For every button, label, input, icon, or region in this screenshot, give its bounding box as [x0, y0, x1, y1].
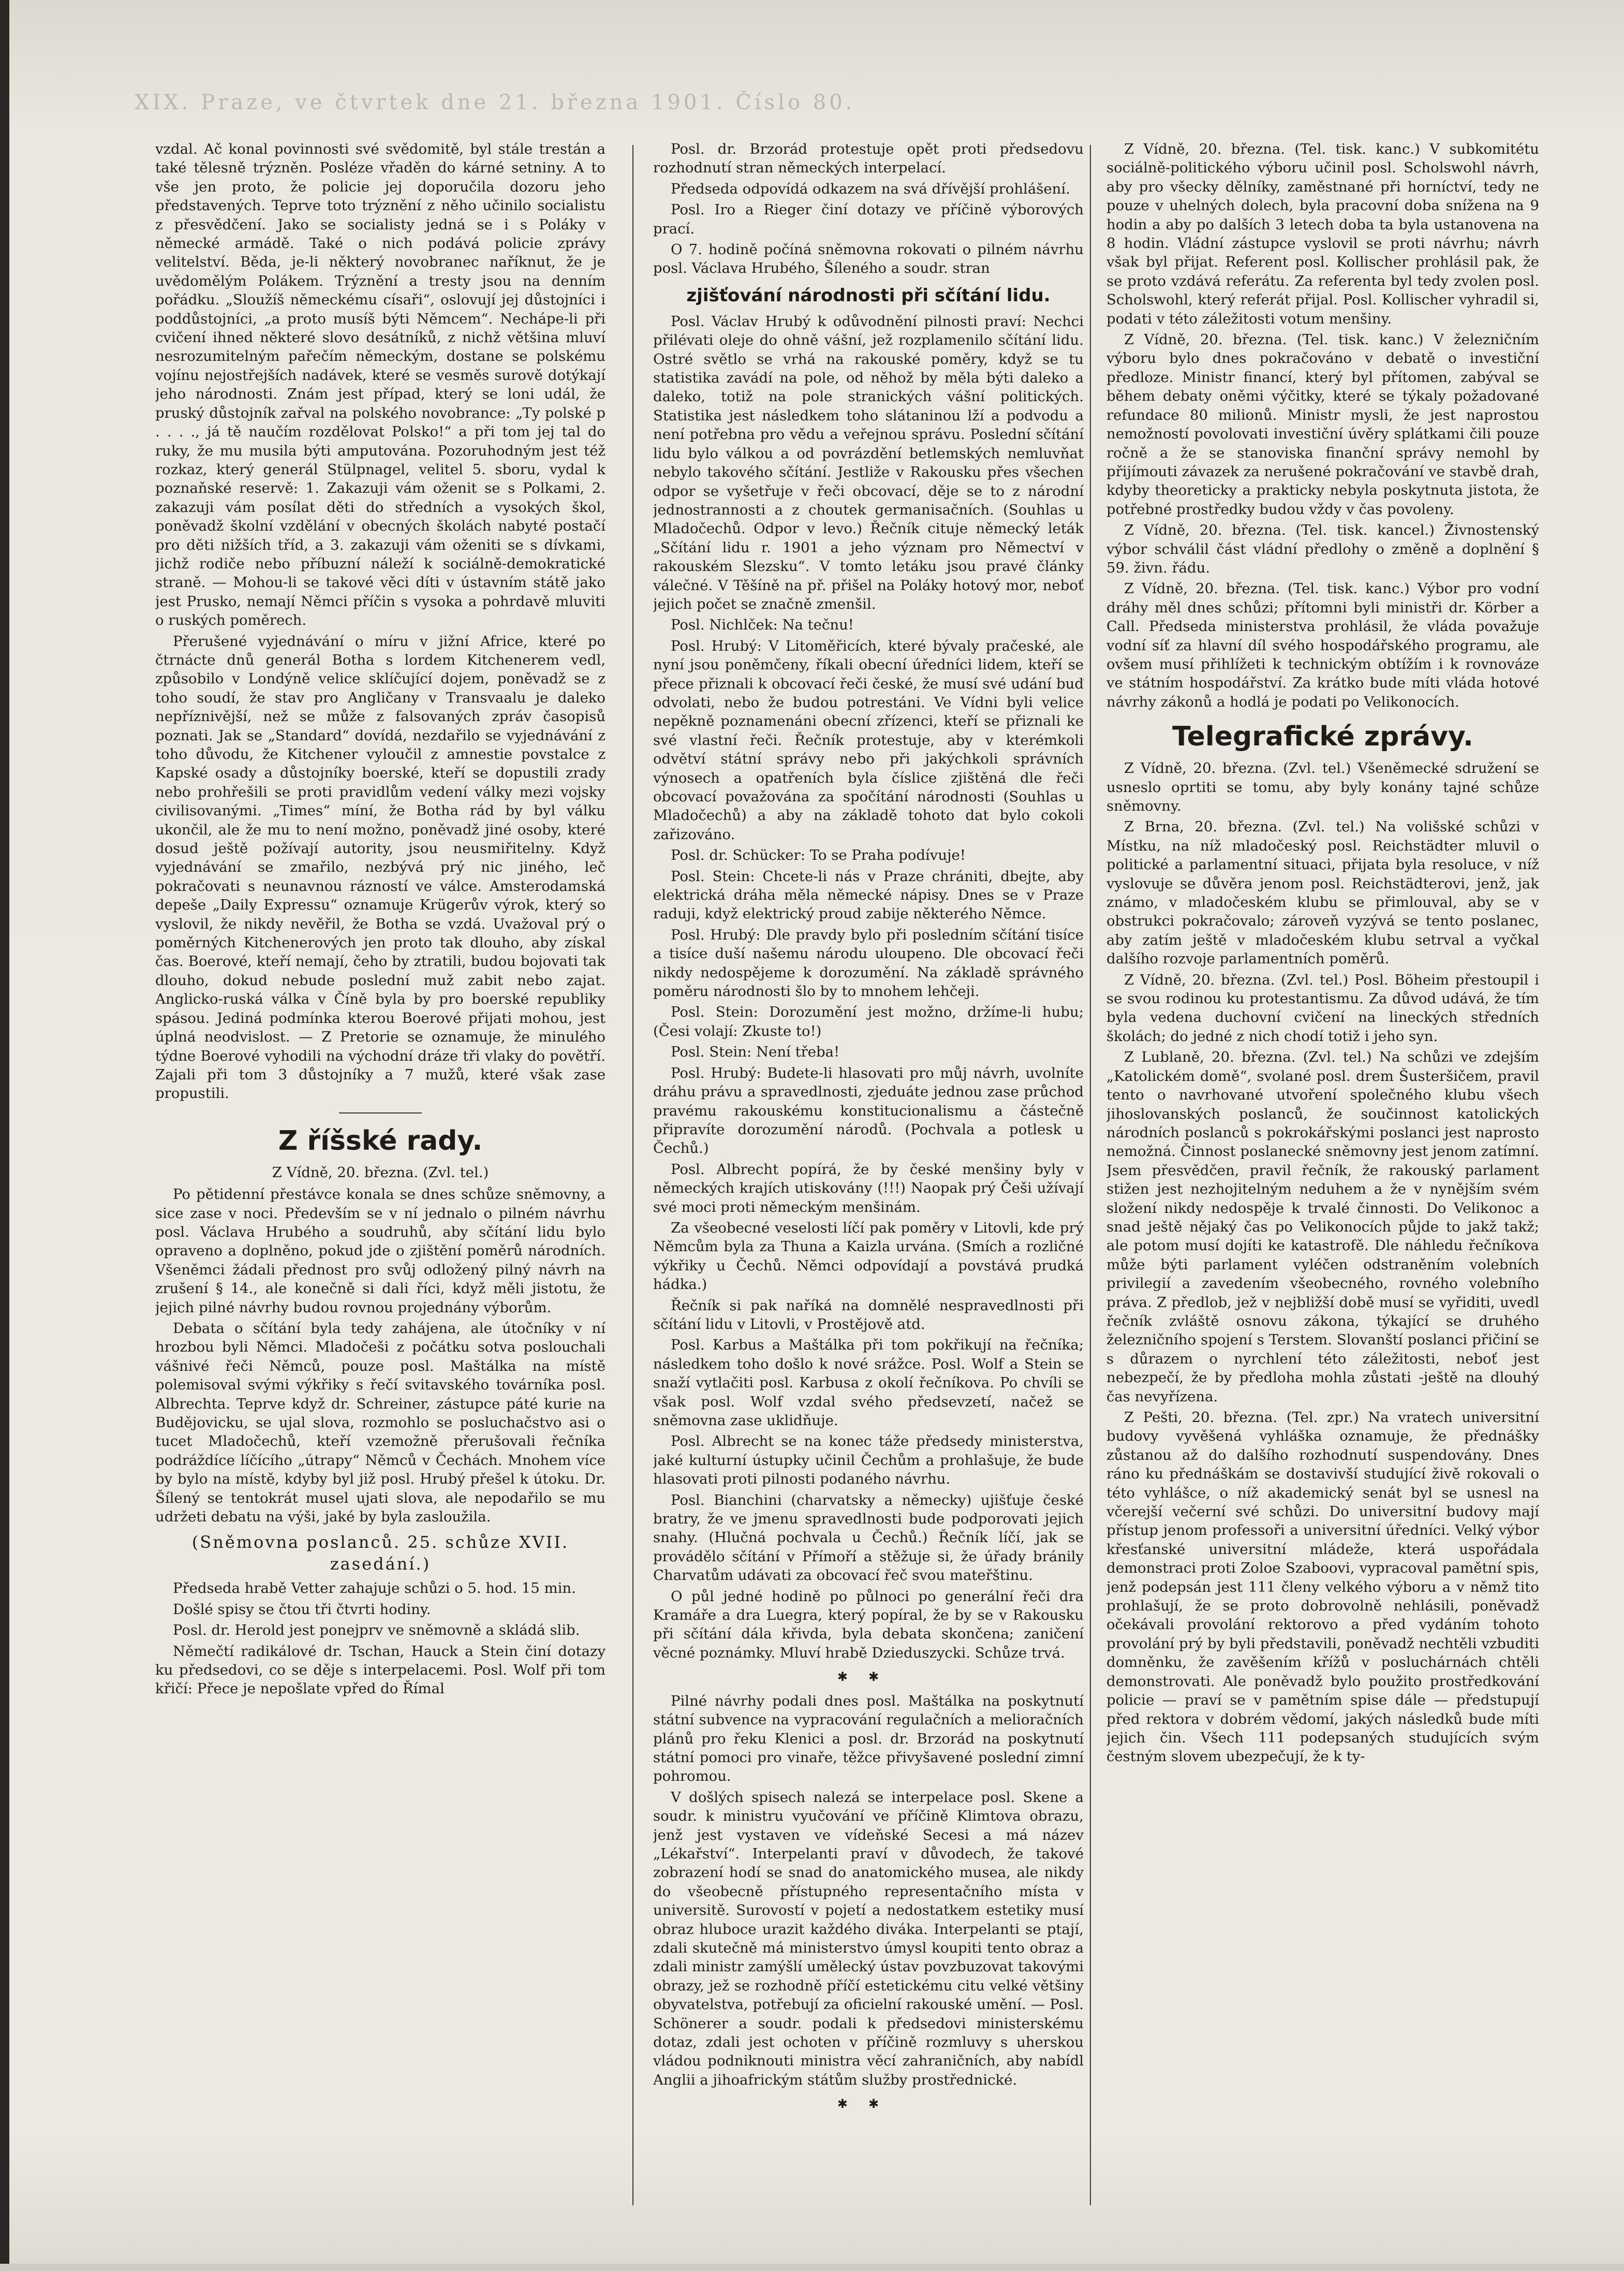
scan-edge [0, 0, 9, 2271]
col3-paragraph: Z Vídně, 20. března. (Tel. tisk. kanc.) V železničním výboru bylo dnes pokračováno v debatě o investiční předloze. Ministr financí, který byl přítomen, zabýval se během debaty oněmi výčitky, které se týkaly požadované refundace 80 milionů. Ministr mysli, že jest naprostou nemožností povolovati investiční úvěry splátkami čili pouze ročně a že se stanoviska finanční správy nemohl by přijímouti závazek za nerušené pokračování ve stavbě drah, kdyby theoreticky a prakticky nebyla poskytnuta jistota, že potřebné prostředky budou vždy v čas povoleny. [1106, 331, 1539, 518]
section-heading-riska-rada: Z říšské rady. [278, 1125, 483, 1156]
col1-paragraph: Němečtí radikálové dr. Tschan, Hauck a Stein činí dotazy ku předsedovi, co se děje s interpelacemi. Posl. Wolf při tom křičí: Přece je nepošlate vpřed do Římal [155, 1643, 606, 1697]
section-heading-telegraficke-zpravy: Telegrafické zprávy. [1172, 721, 1473, 753]
col2-paragraph: Za všeobecné veselosti líčí pak poměry v Litovli, kde prý Němcům byla za Thuna a Kaizla urvána. (Smích a rozličné výkřiky u Čechů. Němci odpovídají a povstává prudká hádka.) [653, 1219, 1084, 1293]
col3-paragraph: Z Brna, 20. března. (Zvl. tel.) Na volišské schůzi v Místku, na níž mladočeský posl. Reichstädter mluvil o politické a parlamentní situaci, přijata byla resoluce, v níž vyslovuje se důvěra jenom posl. Reichstädterovi, jenž, jak známo, v mladočeském klubu se přimlouval, aby se v obstrukci pokračovalo; zároveň vyzývá se tento poslanec, aby zatím ještě v mladočeském klubu setrval a vyčkal dalšího rozvoje parlamentních poměrů. [1106, 818, 1539, 968]
column-1 [155, 140, 606, 2221]
col1-paragraph: Debata o sčítání byla tedy zahájena, ale útočníky v ní hrozbou byli Němci. Mladočeši z počátku sotva poslouchali vášnivé řeči Němců, pouze posl. Maštálka na místě polemisoval svými výkřiky s řečí svitavského továrníka posl. Albrechta. Teprve když dr. Schreiner, zástupce páté kurie na Budějovicku, se ujal slova, rozmohlo se posluchačstvo asi o tucet Mladočechů, kteří vzemožně přerušovali řečníka podráždíce líčícího „útrapy“ Němců v Čechách. Mnohem více by bylo na místě, kdyby byl již posl. Hrubý přešel k útoku. Dr. Šílený se tentokrát musel ujati slova, ale nepodařilo se mu udržeti debatu na výši, jaké by byla zasloužila. [155, 1320, 606, 1526]
col2-paragraph: Pilné návrhy podali dnes posl. Maštálka na poskytnutí státní subvence na vypracování regulačních a melioračních plánů pro řeku Klenici a posl. dr. Brzorád na poskytnutí státní pomoci pro vinaře, těžce přivyšavené poslední zimní pohromou. [653, 1692, 1084, 1785]
col2-paragraph: Posl. Albrecht se na konec táže předsedy ministerstva, jaké kulturní ústupky učinil Čechům a prohlašuje, že bude hlasovati proti pilnosti podaného návrhu. [653, 1433, 1084, 1488]
col1-paragraph: Předseda hrabě Vetter zahajuje schůzi o 5. hod. 15 min. [173, 1580, 576, 1597]
col1-paragraph: Posl. dr. Herold jest ponejprv ve sněmovně a skládá slib. [173, 1622, 580, 1639]
col3-paragraph: Z Vídně, 20. března. (Tel. tisk. kanc.) V subkomitétu sociálně-politického výboru učinil posl. Scholswohl návrh, aby pro všecky dělníky, zaměstnané při horníctví, tedy ne pouze v uhelných dolech, byla pracovní doba snížena na 9 hodin a aby po dalších 3 letech doba ta byla ustanovena na 8 hodin. Vládní zástupce vyslovil se proti návrhu; návrh však byl přijat. Referent posl. Kollischer prohlásil pak, že se proto vzdává referátu. Za referenta byl tedy zvolen posl. Scholswohl, který referát přijal. Posl. Kollischer vyhradil si, podati v této záležitosti votum menšiny. [1106, 141, 1539, 327]
col3-paragraph: Z Vídně, 20. března. (Tel. tisk. kanc.) Výbor pro vodní dráhy měl dnes schůzi; přítomni byli ministři dr. Körber a Call. Předseda ministerstva prohlásil, že vláda považuje vodní síť za hlavní díl svého hospodářského programu, ale ovšem musí přihlížeti k technickým obtížím i k rovnováze ve státním hospodářství. Za krátko bude míti vláda hotové návrhy zákonů a hodlá je podati po Velikonocích. [1106, 580, 1539, 710]
scan-bottom-edge [0, 2264, 1624, 2271]
page-header-strip: XIX. Praze, ve čtvrtek dne 21. března 1901. Číslo 80. [135, 91, 855, 114]
col3-paragraph: Z Lublaně, 20. března. (Zvl. tel.) Na schůzi ve zdejším „Katolickém domě“, svolané posl. drem Šusteršičem, pravil tento o navrhované utvoření společného klubu všech jihoslovanských poslanců, že součinnost katolických národních poslanců s pokrokářskými poslanci jest naprosto nemožná. Činnost poslanecké sněmovny jest jenom zatímní. Jsem přesvědčen, pravil řečník, že rakouský parlament stižen jest nezhojitelným neduhem a že v nynějším svém složení nikdy nedospěje k trvalé činnosti. Do Velikonoc a snad ještě nějaký čas po Velikonocích půjde to jakž takž; ale potom musí dojíti ke katastrofě. Dle náhledu řečníkova může býti parlament vyléčen odstraněním volebních privilegií a zavedením všeobecného, rovného volebního práva. Z předlob, jež v nejbližší době musí se vyřiditi, uvedl řečník zvláště osnovu zákona, týkající se druhého železničního spojení s Terstem. Slovanští poslanci přičiní se s důrazem o nyrchlení této záležitosti, neboť jest nebezpečí, že by předloha mohla zůstati -ještě na dlouhý čas nevyřízena. [1106, 1049, 1539, 1405]
col3-paragraph: Z Vídně, 20. března. (Zvl. tel.) Posl. Böheim přestoupil i se svou rodinou ku protestantismu. Za důvod udává, že tím byla vedena duchovní cvičení na lineckých středních školách; do jedné z nich chodí totiž i jeho syn. [1106, 971, 1539, 1045]
col2-paragraph: Posl. dr. Brzorád protestuje opět proti předsedovu rozhodnutí stran německých interpelací. [653, 141, 1084, 177]
col2-paragraph: O půl jedné hodině po půlnoci po generální řeči dra Kramáře a dra Luegra, který popíral, že by se v Rakousku při sčítání dála křivda, byla debata skončena; zaničení věcné poznámky. Mluví hrabě Dzieduszycki. Schůze trvá. [653, 1588, 1084, 1661]
section-divider [339, 1112, 422, 1113]
col2-paragraph: Posl. Stein: Chcete-li nás v Praze chrániti, dbejte, aby elektrická dráha měla německé nápisy. Dnes se v Praze raduji, když elektrický proud zabije některého Němce. [653, 868, 1084, 922]
section-stars-divider: ✱✱ [837, 2097, 900, 2112]
col2-paragraph: Posl. dr. Schücker: To se Praha podívuje! [671, 847, 966, 864]
column-2 [653, 140, 1084, 2221]
col2-paragraph: Řečník si pak naříká na domnělé nespravedlnosti při sčítání lidu v Litovli, v Prostějově atd. [653, 1297, 1084, 1332]
col2-paragraph: Posl. Nichlček: Na tečnu! [671, 617, 854, 634]
section-heading-snemovna: (Sněmovna poslanců. 25. schůze XVII. zasedání.) [191, 1532, 569, 1574]
col1-paragraph: Přerušené vyjednávání o míru v jižní Africe, které po čtrnácte dnů generál Botha s lordem Kitchenerem vedl, způsobilo v Londýně velice sklíčující dojem, poněvadž se z toho soudí, že stav pro Angličany v Transvaalu je daleko nepříznivější, než se může z falsovaných zpráv časopisů poznati. Jak se „Standard“ dovídá, nezdařilo se vyjednávání z toho důvodu, že Kitchener vyloučil z amnestie povstalce z Kapské osady a důstojníky boerské, kteří se dopustili zrady nebo prohřešili se proti pravidlům vedení války mezi vojsky civilisovanými. „Times“ míní, že Botha rád by byl válku ukončil, ale že mu to není možno, poněvadž jiné osoby, které dosud ještě požívají autority, jsou neusmiřitelny. Když vyjednávání se zmařilo, nezbývá prý nic jiného, leč pokračovati s neunavnou rázností ve válce. Amsterodamská depeše „Daily Expressu“ oznamuje Krügerův výrok, který so vyslovil, že nikdy nevěřil, že Botha se vzdá. Uvažoval prý o poměrných Kitchenerových jen proto tak dlouho, aby získal čas. Boerové, kteří nemají, čeho by ztratili, budou bojovati tak dlouho, dokud nebude poslední muž zabit nebo zajat. Anglicko-ruská válka v Číně byla by pro boerské republiky spásou. Jediná podmínka kterou Boerové přijati mohou, jest úplná neodvislost. — Z Pretorie se oznamuje, že minulého týdne Boerové vyhodili na východní dráze tři vlaky do povětří. Zajali při tom 3 důstojníky a 7 mužů, které však zase propustili. [155, 633, 606, 1102]
col2-paragraph: Posl. Václav Hrubý k odůvodnění pilnosti praví: Nechci přilévati oleje do ohně vášní, jež rozplamenilo sčítání lidu. Ostré světlo se vrhá na rakouské poměry, když se tu statistika zavádí na pole, od něhož by měla býti daleko a daleko, totiž na pole stranických vášní politických. Statistika jest následkem toho slátaninou lží a podvodu a není potřebna pro vědu a veřejnou správu. Poslední sčítání lidu bylo válkou a od povrázdění betlemských nemluvňat nebylo takového sčítání. Jestliže v Rakousku přes všechen odpor se vyšetřuje v řeči obcovací, děje se to z národní jednostrannosti a z choutek germanisačních. (Souhlas u Mladočechů. Odpor v levo.) Řečník cituje německý leták „Sčítání lidu r. 1901 a jeho význam pro Němectví v rakouském Slezsku“. V tomto letáku jsou pravé články válečné. V Těšíně na př. přišel na Poláky hotový mor, neboť jejich počet se značně zmenšil. [653, 313, 1084, 612]
col2-paragraph: Posl. Hrubý: Dle pravdy bylo při posledním sčítání tisíce a tisíce duší našemu národu uloupeno. Dle obcovací řeči nikdy nedospějeme k dorozumění. Na základě správného poměru národnosti šlo by to mnohem lehčeji. [653, 926, 1084, 1000]
col1-paragraph: Po pětidenní přestávce konala se dnes schůze sněmovny, a sice zase v noci. Především se v ní jednalo o pilném návrhu posl. Václava Hrubého a soudruhů, aby sčítání lidu bylo opraveno a doplněno, pokud jde o zjištění poměrů národních. Všeněmci žádali přednost pro svůj odložený pilný návrh na zrušení § 14., ale konečně si dali říci, když měli jistotu, že jejich pilné návrhy budou rovnou projednány výborům. [155, 1186, 606, 1316]
column-rule-2 [1090, 145, 1091, 2205]
col2-paragraph: O 7. hodině počíná sněmovna rokovati o pilném návrhu posl. Václava Hrubého, Šíleného a soudr. stran [653, 241, 1084, 277]
column-rule-1 [632, 145, 633, 2205]
col2-paragraph: Posl. Bianchini (charvatsky a německy) ujišťuje české bratry, že ve jmenu spravedlnosti bude podporovati jejich snahy. (Hlučná pochvala u Čechů.) Řečník líčí, jak se provádělo sčítání v Přímoří a stěžuje si, že úřady bránily Charvatům udávati za obcovací řeč svou mateřštinu. [653, 1491, 1084, 1584]
col2-paragraph: Posl. Hrubý: Budete-li hlasovati pro můj návrh, uvolníte dráhu právu a spravedlnosti, zjeduáte jednou zase průchod pravému rakouskému konstitucionalismu a částečně připravíte dorozumění národů. (Pochvala a potlesk u Čechů.) [653, 1064, 1084, 1157]
col2-paragraph: V došlých spisech nalezá se interpelace posl. Skene a soudr. k ministru vyučování ve příčině Klimtova obrazu, jenž jest vystaven ve vídeňské Secesi a má název „Lékařství“. Interpelanti praví v důvodech, že takové zobrazení hodí se snad do anatomického musea, ale nikdy do všeobecně přístupného representačního místa v universitě. Surovostí v pojetí a nedostatkem estetiky musí obraz hluboce urazit každého diváka. Interpelanti se ptají, zdali skutečně má ministerstvo úmysl koupiti tento obraz a zdali ministr zamýšlí umělecký ústav povzbuzovat takovými obrazy, jež se rozhodně příčí estetickému citu velké většiny obyvatelstva, potřebují za oficielní rakouské umění. — Posl. Schönerer a soudr. podali k předsedovi ministerskému dotaz, zdali jest ochoten v příčině rozmluvy s uherskou vládou podniknouti ministra věcí zahraničních, aby nabídl Anglii a jihoafrickým státům služby prostřednické. [653, 1789, 1084, 2088]
col2-paragraph: Posl. Iro a Rieger činí dotazy ve příčině výborových prací. [653, 201, 1084, 237]
col3-paragraph: Z Vídně, 20. března. (Tel. tisk. kancel.) Živnostenský výbor schválil část vládní předlohy o změně a doplnění § 59. živn. řádu. [1106, 522, 1539, 576]
col1-paragraph: vzdal. Ač konal povinnosti své svědomitě, byl stále trestán a také tělesně trýzněn. Posléze vřaděn do kárné setniny. A to vše jen proto, že policie jej doporučila dozoru jeho představených. Teprve toto trýznění z něho učinilo socialistu z přesvědčení. Jako se socialisty jedná se i s Poláky v německé armádě. Také o nich podává policie zprávy velitelství. Běda, je-li některý novobranec naříknut, že je uvědomělým Polákem. Trýznění a tresty jsou na denním pořádku. „Sloužíš německému císaři“, oslovují jej důstojníci i poddůstojníci, „a proto musíš býti Němcem“. Nechápe-li při cvičení ihned některé slovo desátníků, z nichž většina mluví nesrozumitelným pařečím německým, dostane se polskému vojínu nejostřejších nadávek, které se vesměs surově dotýkají jeho národnosti. Znám jest případ, který se loni udál, že pruský důstojník zařval na polského novobrance: „Ty polské p . . . ., já tě naučím rozdělovat Polsko!“ a při tom jej tal do ruky, že mu musila býti amputována. Pozoruhodným jest též rozkaz, který generál Stülpnagel, velitel 5. sboru, vydal k poznaňské reservě: 1. Zakazuji vám oženit se s Polkami, 2. zakazuji vám posílat děti do středních a vysokých škol, poněvadž školní vzdělání v obecných školách nabyté postačí pro děti nižších tříd, a 3. zakazuji vám oženiti se s dívkami, jichž rodiče nebo příbuzní náleží k sociálně-demokratické straně. — Mohou-li se takové věci díti v ústavním státě jako jest Prusko, nemají Němci příčin s vysoka a pohrdavě mluviti o ruských poměrech. [155, 141, 606, 629]
column-3 [1106, 140, 1539, 2221]
col2-paragraph: Posl. Stein: Není třeba! [671, 1044, 840, 1061]
section-stars-divider: ✱✱ [837, 1669, 900, 1684]
col2-paragraph: Posl. Albrecht popírá, že by české menšiny byly v německých krajích utiskovány (!!!) Naopak prý Češi užívají své moci proti německým menšinám. [653, 1161, 1084, 1215]
col3-paragraph: Z Pešti, 20. března. (Tel. zpr.) Na vratech universitní budovy vyvěšená vyhláška oznamuje, že přednášky zůstanou až do dalšího rozhodnutí suspendovány. Dnes ráno ku přednáškám se dostavivší studující živě rokovali o této vyhlášce, o níž akademický senát byl se usnesl na včerejší večerní své schůzi. Do universitní budovy mají přístup jenom professoři a universitní úředníci. Velký výbor křesťanské universitní mládeže, která uspořádala demonstraci proti Zoloe Szaboovi, vypracoval pamětní spis, jenž podepsán jest 111 členy velkého výboru a v němž tito prohlašují, že se proto dobrovolně nehlásili, poněvadž očekávali provolání rektorovo a před vydáním tohoto provolání prý by byli představili, poněvadž nechtěli vzbuditi domněnku, že zavěšením křížů v posluchárnách chtěli demonstrovati. Ale poněvadž bylo použito prostředkování policie — praví se v pamětním spise dále — předstupují před rektora v dobrém vědomí, jakých následků bude míti jejich čin. Všech 111 podepsaných studujících svým čestným slovem ubezpečují, že k ty- [1106, 1409, 1539, 1765]
col2-paragraph: Posl. Hrubý: V Litoměřicích, které bývaly pračeské, ale nyní jsou poněmčeny, říkali obecní úředníci lidem, kteří se přece přiznali k obcovací řeči české, že musí své udání buď odvolati, nebo že budou potrestáni. Ve Vídni byli velice nepěkně poznamenáni obecní zřízenci, kteří se přiznali ke své vlastní řeči. Řečník protestuje, aby v kterémkoli odvětví státní správy nebo při jakýchkoli správních výnosech a opatřeních byla číslice zjištěná dle řeči obcovací považována za spočítání národnosti (Souhlas u Mladočechů) a aby na základě tohoto dat bylo cokoli zařizováno. [653, 637, 1084, 843]
section-heading-scitani: zjišťování národnosti při sčítání lidu. [686, 285, 1051, 306]
col1-paragraph: Došlé spisy se čtou tři čtvrti hodiny. [173, 1601, 431, 1618]
col2-paragraph: Posl. Stein: Dorozumění jest možno, držíme-li hubu; (Česi volají: Zkuste to!) [653, 1004, 1084, 1039]
dateline: Z Vídně, 20. března. (Zvl. tel.) [272, 1164, 489, 1181]
col2-paragraph: Předseda odpovídá odkazem na svá dřívější prohlášení. [671, 180, 1070, 197]
col2-paragraph: Posl. Karbus a Maštálka při tom pokřikují na řečníka; následkem toho došlo k nové srážce. Posl. Wolf a Stein se snaží vytlačiti posl. Karbusa z okolí řečníkova. Po chvíli se však posl. Wolf vzdal svého předsevzetí, načež se sněmovna zase uklidňuje. [653, 1337, 1084, 1429]
col3-paragraph: Z Vídně, 20. března. (Zvl. tel.) Všeněmecké sdružení se usneslo oprtiti se tomu, aby byly konány tajné schůze sněmovny. [1106, 760, 1539, 814]
